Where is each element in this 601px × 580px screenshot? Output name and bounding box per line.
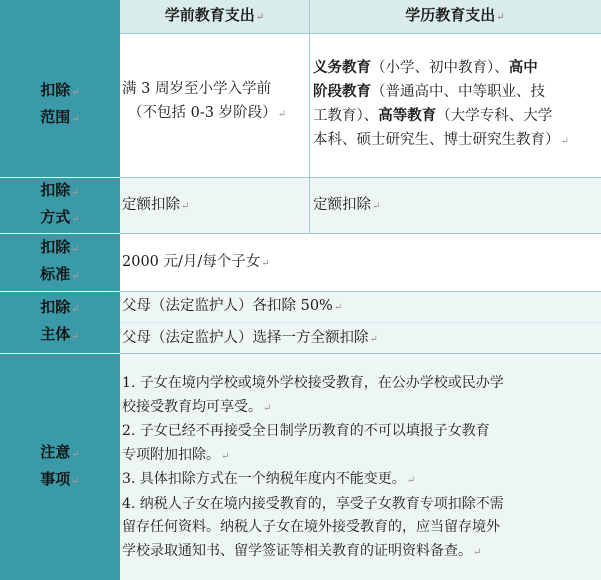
header-preschool-text: 学前教育支出 xyxy=(164,6,255,24)
grid-line xyxy=(120,353,601,354)
grid-line xyxy=(120,233,601,234)
notes-content: 1. 子女在境内学校或境外学校接受教育，在公办学校或民办学 校接受教育均可享受。↵ 2. 子女已经不再接受全日制学历教育的不可以填报子女教育 专项附加扣除。↵ 3. 具体扣除方式在一个纳税年度内不能变更。↵ 4. 纳税人子女在境内接受教育的，享受子女教育专项扣除不需 留存任何资料。纳税人子女在境外接受教育的，应当留存境外 学校录取通知书、留学签证等相关教育的证明资料备查。↵ xyxy=(120,353,601,580)
notes-line: 学校录取通知书、留学签证等相关教育的证明资料备查。 xyxy=(122,542,472,559)
header-academic: 学历教育支出↵ xyxy=(309,0,601,33)
header-preschool: 学前教育支出↵ xyxy=(120,0,309,33)
grid-line xyxy=(0,233,120,234)
notes-line: 留存任何资料。纳税人子女在境外接受教育的，应当留存境外 xyxy=(122,519,500,535)
header-academic-text: 学历教育支出 xyxy=(405,6,496,24)
notes-line: 校接受教育均可享受。 xyxy=(122,398,262,415)
grid-line xyxy=(0,353,120,354)
subject-line-2: 父母（法定监护人）选择一方全额扣除↵ xyxy=(120,322,601,353)
grid-line xyxy=(0,291,120,292)
grid-line xyxy=(120,291,601,292)
label-standard: 扣除↵ 标准↵ xyxy=(0,233,120,291)
grid-line xyxy=(0,177,120,178)
method-academic: 定额扣除↵ xyxy=(309,177,601,233)
corner-cell xyxy=(0,0,120,33)
label-scope: 扣除↵ 范围↵ xyxy=(0,33,120,177)
notes-line: 3. 具体扣除方式在一个纳税年度内不能变更。 xyxy=(122,471,406,487)
label-subject: 扣除↵ 主体↵ xyxy=(0,291,120,353)
grid-line xyxy=(120,33,601,34)
standard-value: 2000 元/月/每个子女↵ xyxy=(120,233,601,291)
scope-academic: 义务教育（小学、初中教育）、高中 阶段教育（普通高中、中等职业、技 工教育）、高等教育（大学专科、大学 本科、硕士研究生、博士研究生教育）↵ xyxy=(309,33,601,177)
grid-line xyxy=(120,177,601,178)
scope-preschool: 满 3 周岁至小学入学前 （不包括 0-3 岁阶段）↵ xyxy=(120,33,309,177)
notes-line: 2. 子女已经不再接受全日制学历教育的不可以填报子女教育 xyxy=(122,423,490,439)
subject-line-1: 父母（法定监护人）各扣除 50%↵ xyxy=(120,291,601,322)
grid-line xyxy=(309,0,310,233)
notes-line: 4. 纳税人子女在境内接受教育的，享受子女教育专项扣除不需 xyxy=(122,495,504,512)
notes-line: 专项附加扣除。 xyxy=(122,446,220,463)
notes-line: 1. 子女在境内学校或境外学校接受教育，在公办学校或民办学 xyxy=(122,375,504,391)
method-preschool: 定额扣除↵ xyxy=(120,177,309,233)
grid-line xyxy=(120,322,601,323)
label-method: 扣除↵ 方式↵ xyxy=(0,177,120,233)
label-notes: 注意↵ 事项↵ xyxy=(0,353,120,580)
